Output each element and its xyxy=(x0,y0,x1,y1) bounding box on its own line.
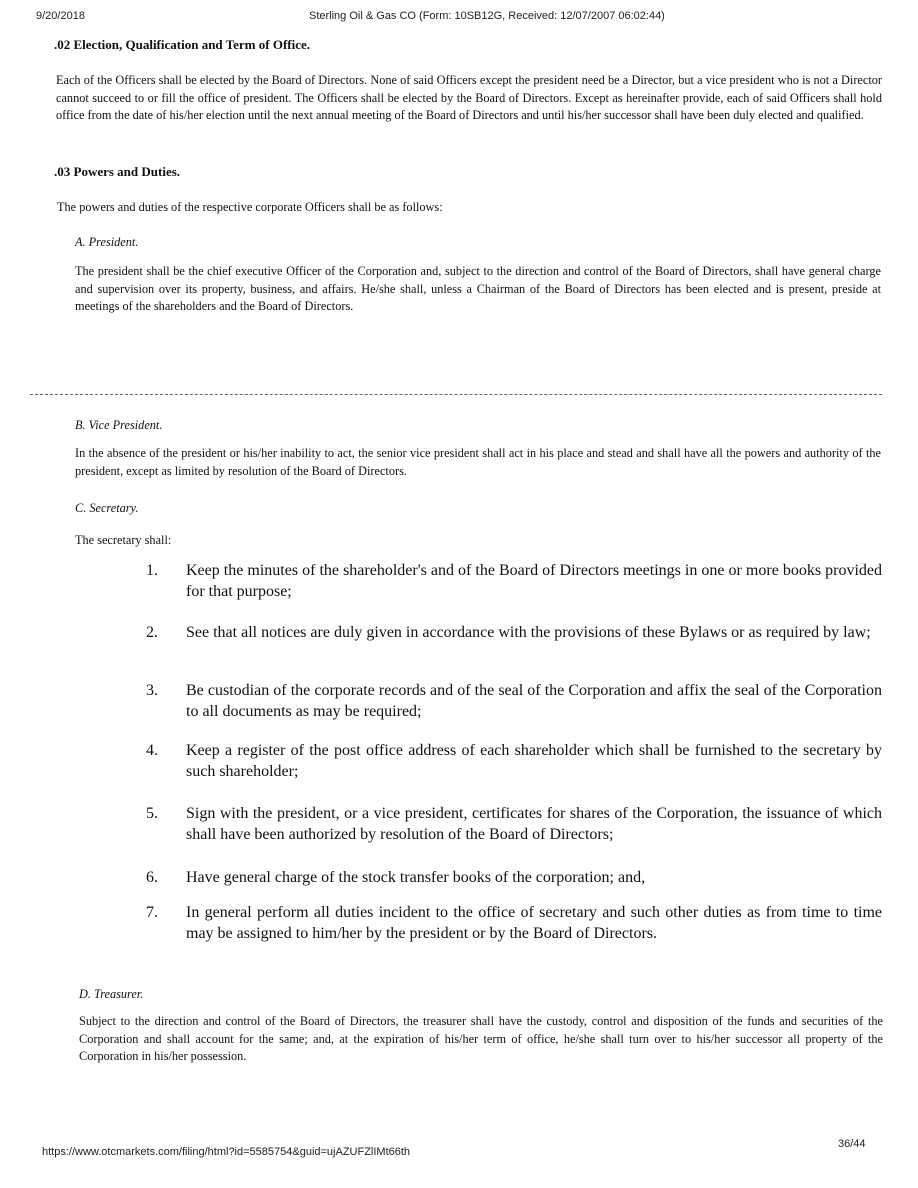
duty-number: 2. xyxy=(146,624,158,641)
vice-president-paragraph: In the absence of the president or his/her inability to act, the senior vice president shall act in his place and stead and shall have all the powers and authority of the president, except as limited by resolution of the Board of Directors. xyxy=(75,446,881,478)
secretary-subheading: C. Secretary. xyxy=(75,501,139,515)
duty-text: Be custodian of the corporate records and of the seal of the Corporation and affix the seal of the Corporation to all documents as may be required; xyxy=(186,682,882,720)
page-break-divider xyxy=(30,394,882,395)
treasurer-paragraph: Subject to the direction and control of the Board of Directors, the treasurer shall have the custody, control and disposition of the funds and securities of the Corporation and shall account for the same; and, at the expiration of his/her term of office, he/she shall turn over to his/her successor all property of the Corporation in his/her possession. xyxy=(79,1014,883,1063)
duty-number: 4. xyxy=(146,742,158,759)
section-03-heading: .03 Powers and Duties. xyxy=(54,164,181,179)
duty-text: Sign with the president, or a vice president, certificates for shares of the Corporation, the issuance of which shall have been authorized by resolution of the Board of Directors; xyxy=(186,805,882,843)
president-subheading: A. President. xyxy=(75,235,139,249)
duty-text: Keep the minutes of the shareholder's and of the Board of Directors meetings in one or more books provided for that purpose; xyxy=(186,562,882,600)
section-02-heading: .02 Election, Qualification and Term of Office. xyxy=(54,37,311,52)
footer-url: https://www.otcmarkets.com/filing/html?id=5585754&guid=ujAZUFZlIMt66th xyxy=(42,1146,411,1158)
duty-number: 7. xyxy=(146,904,158,921)
duty-text: Keep a register of the post office address of each shareholder which shall be furnished to the secretary by such shareholder; xyxy=(186,742,882,780)
duty-number: 3. xyxy=(146,682,158,699)
header-title: Sterling Oil & Gas CO (Form: 10SB12G, Received: 12/07/2007 06:02:44) xyxy=(309,10,665,22)
duty-number: 5. xyxy=(146,805,158,822)
vice-president-subheading: B. Vice President. xyxy=(75,418,163,432)
header-date: 9/20/2018 xyxy=(36,10,85,22)
duty-text: In general perform all duties incident to the office of secretary and such other duties as from time to time may be assigned to him/her by the president or by the Board of Directors. xyxy=(186,904,882,942)
duty-number: 6. xyxy=(146,869,158,886)
duty-text: See that all notices are duly given in accordance with the provisions of these Bylaws or as required by law; xyxy=(186,624,871,641)
section-03-intro: The powers and duties of the respective corporate Officers shall be as follows: xyxy=(57,200,443,214)
secretary-intro: The secretary shall: xyxy=(75,533,172,547)
section-02-paragraph: Each of the Officers shall be elected by the Board of Directors. None of said Officers except the president need be a Director, but a vice president who is not a Director cannot succeed to or fill the office of president. The Officers shall be elected by the Board of Directors. Except as hereinafter provide, each of said Officers shall hold office from the date of his/her election until the next annual meeting of the Board of Directors and until his/her successor shall have been duly elected and qualified. xyxy=(56,73,882,122)
president-paragraph: The president shall be the chief executive Officer of the Corporation and, subject to the direction and control of the Board of Directors, shall have general charge and supervision over its property, business, and affairs. He/she shall, unless a Chairman of the Board of Directors has been elected and is present, preside at meetings of the shareholders and the Board of Directors. xyxy=(75,264,881,313)
duty-number: 1. xyxy=(146,562,158,579)
duty-text: Have general charge of the stock transfer books of the corporation; and, xyxy=(186,869,646,886)
footer-page-number: 36/44 xyxy=(838,1138,866,1150)
treasurer-subheading: D. Treasurer. xyxy=(79,987,144,1001)
